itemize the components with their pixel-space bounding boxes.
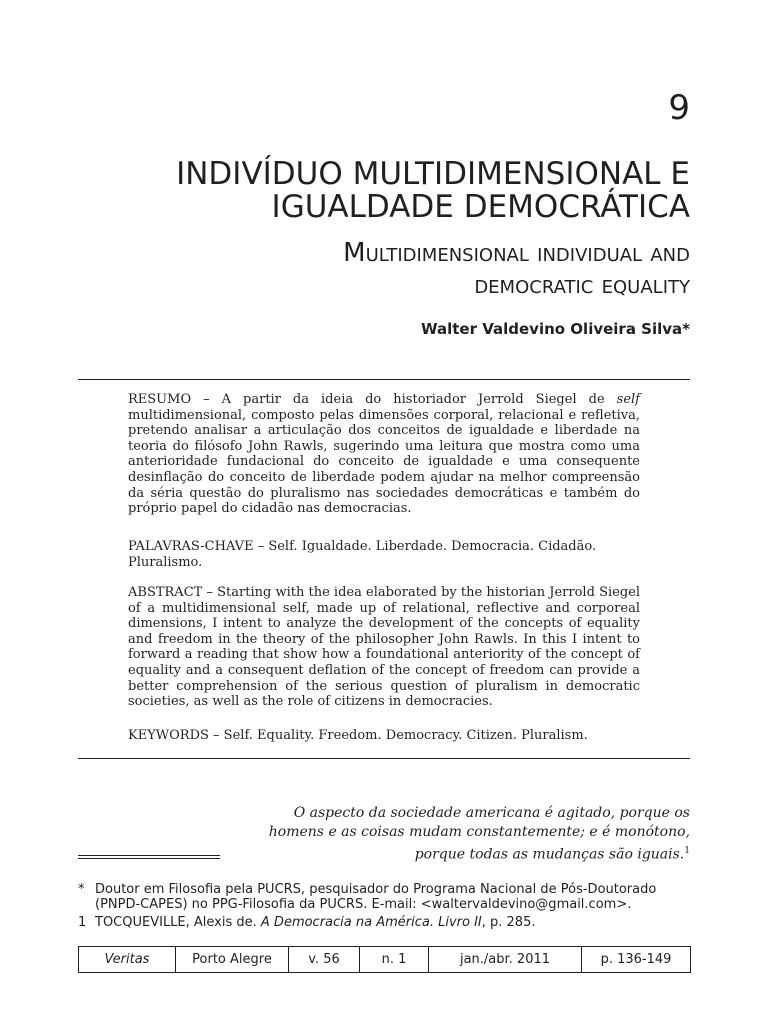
citation-journal: Veritas bbox=[79, 947, 176, 973]
top-divider bbox=[78, 379, 690, 380]
keywords: KEYWORDS – Self. Equality. Freedom. Democracy. Citizen. Pluralism. bbox=[128, 728, 588, 743]
title-line-1: INDIVÍDUO MULTIDIMENSIONAL E bbox=[176, 156, 690, 192]
citation-volume: v. 56 bbox=[289, 947, 360, 973]
footnote-1-text bbox=[95, 915, 692, 930]
citation-pages: p. 136-149 bbox=[582, 947, 691, 973]
citation-table bbox=[78, 946, 691, 973]
footnote-reference[interactable]: 1 bbox=[684, 846, 690, 856]
citation-date: jan./abr. 2011 bbox=[429, 947, 582, 973]
footnote-separator bbox=[78, 855, 220, 856]
footnote-separator-2 bbox=[78, 858, 220, 859]
footnote-author bbox=[78, 882, 692, 913]
footnote-1-work-title: A Democracia na América. Livro II bbox=[260, 915, 482, 930]
footnote-mark-asterisk: * bbox=[78, 882, 85, 897]
epigraph-line-2: homens e as coisas mudam constantemente; e é monótono, bbox=[268, 824, 690, 840]
citation-number: n. 1 bbox=[360, 947, 429, 973]
footnote-1-page: , p. 285. bbox=[481, 915, 536, 930]
epigraph bbox=[230, 804, 690, 865]
article-title bbox=[70, 158, 690, 224]
resumo-paragraph bbox=[128, 392, 640, 517]
abstract-paragraph: ABSTRACT – Starting with the idea elaborated by the historian Jerrold Siegel of a multidimensional self, made up of relational, reflective and corporeal dimensions, I intent to analyze the development of the concepts of equality and freedom in the theory of the philosopher John Rawls. In this I intent to forward a reading that show how a foundational anteriority of the concept of equality and a consequent deflation of the concept of freedom can provide a better comprehension of the serious question of pluralism in democratic societies, as well as the role of citizens in democracies. bbox=[128, 585, 640, 710]
footnote-mark-1: 1 bbox=[78, 915, 87, 930]
author-name: Walter Valdevino Oliveira Silva* bbox=[420, 320, 690, 338]
article-subtitle bbox=[70, 237, 690, 301]
subtitle-line-2: democratic equality bbox=[474, 270, 690, 300]
footnote-1 bbox=[78, 915, 692, 930]
epigraph-line-3: porque todas as mudanças são iguais. bbox=[414, 846, 685, 863]
citation-row bbox=[79, 947, 691, 973]
chapter-number: 9 bbox=[668, 88, 690, 128]
title-line-2: IGUALDADE DEMOCRÁTICA bbox=[271, 189, 690, 225]
bottom-divider bbox=[78, 758, 690, 759]
palavras-chave: PALAVRAS-CHAVE – Self. Igualdade. Liberdade. Democracia. Cidadão. Pluralismo. bbox=[128, 539, 597, 570]
subtitle-line-1: Multidimensional individual and bbox=[343, 238, 690, 268]
epigraph-line-1: O aspecto da sociedade americana é agitado, porque os bbox=[293, 805, 690, 821]
resumo-text-b: multidimensional, composto pelas dimensões corporal, relacional e refletiva, pretendo analisar a articulação dos conceitos de igualdade e liberdade na teoria do filósofo John Rawls, sugerindo uma leitura que mostra como uma anterioridade fundacional do conceito de igualdade e uma consequente desinflação do conceito de liberdade podem ajudar na melhor compreensão da séria questão do pluralismo nas sociedades democráticas e também do próprio papel do cidadão nas democracias. bbox=[128, 407, 640, 517]
resumo-text-a: RESUMO – A partir da ideia do historiador Jerrold Siegel de bbox=[128, 392, 617, 407]
resumo-italic-term: self bbox=[616, 392, 640, 407]
citation-city: Porto Alegre bbox=[176, 947, 289, 973]
epigraph-line-3-wrap bbox=[230, 842, 690, 865]
footnote-1-author: TOCQUEVILLE, Alexis de. bbox=[95, 915, 261, 930]
footnote-author-text: Doutor em Filosofia pela PUCRS, pesquisador do Programa Nacional de Pós-Doutorado (PNPD-CAPES) no PPG-Filosofia da PUCRS. E-mail: <waltervaldevino@gmail.com>. bbox=[95, 882, 657, 913]
